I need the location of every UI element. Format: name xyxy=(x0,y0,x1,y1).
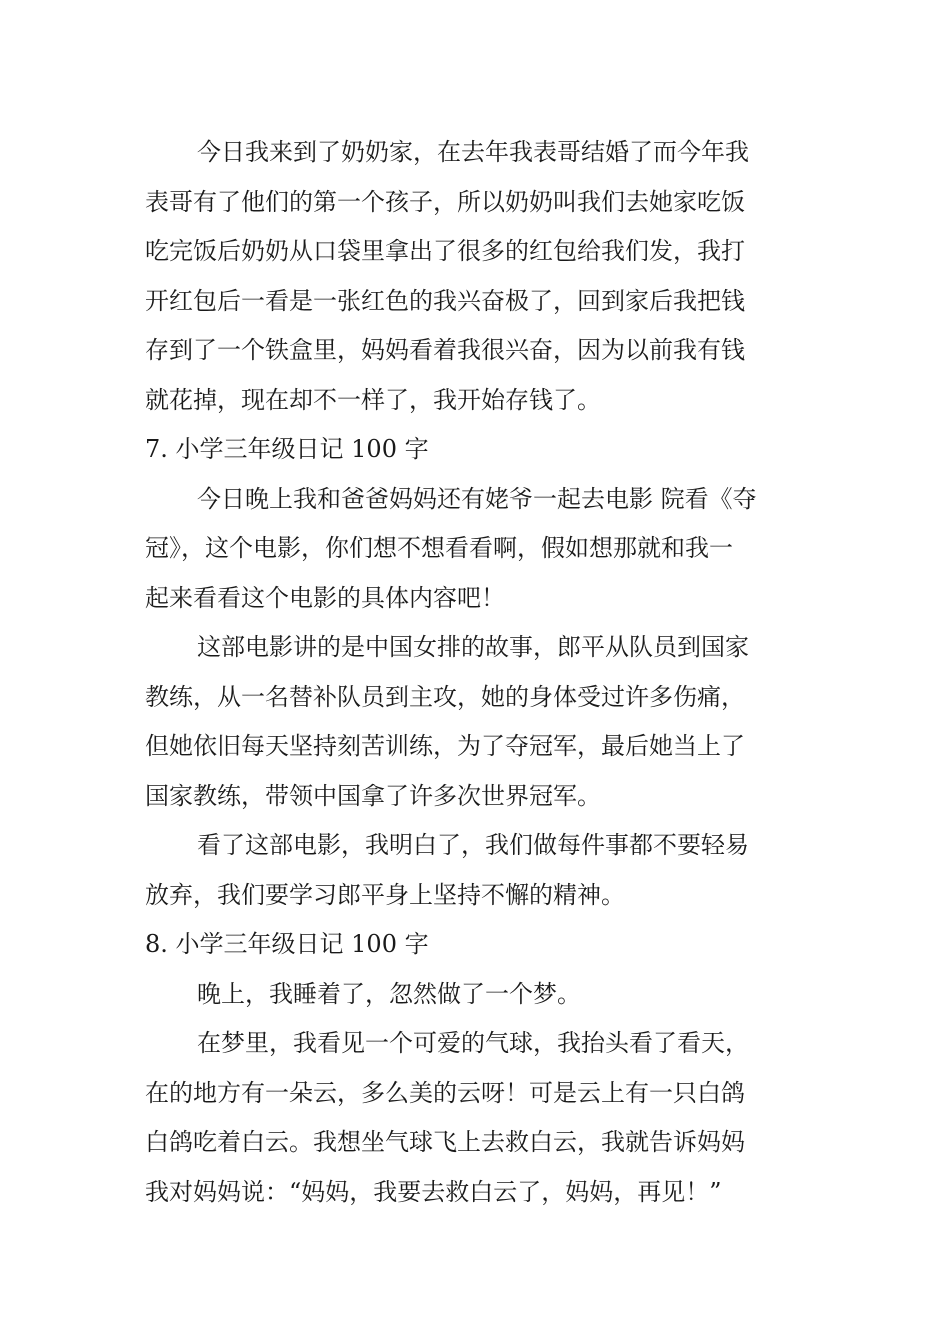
paragraph xyxy=(145,128,810,425)
section-heading: 7. 小学三年级日记 100 字 xyxy=(145,435,429,463)
text-line: 开红包后一看是一张红色的我兴奋极了，回到家后我把钱 xyxy=(145,286,745,315)
text-line: 我对妈妈说：“妈妈，我要去救白云了，妈妈，再见！” xyxy=(145,1177,722,1206)
text-line: 在的地方有一朵云，多么美的云呀！可是云上有一只白鸽 xyxy=(145,1078,745,1107)
paragraph xyxy=(145,970,810,1020)
text-line: 冠》，这个电影，你们想不想看看啊，假如想那就和我一 xyxy=(145,534,733,562)
text-line: 但她依旧每天坚持刻苦训练，为了夺冠军，最后她当上了 xyxy=(145,732,745,760)
paragraph xyxy=(145,475,810,624)
text-line: 看了这部电影，我明白了，我们做每件事都不要轻易 xyxy=(197,831,749,859)
text-line: 放弃，我们要学习郎平身上坚持不懈的精神。 xyxy=(145,880,625,909)
text-line: 表哥有了他们的第一个孩子，所以奶奶叫我们去她家吃饭 xyxy=(145,187,745,216)
document-body xyxy=(145,128,810,1217)
text-line: 白鸽吃着白云。我想坐气球飞上去救白云，我就告诉妈妈 xyxy=(145,1128,745,1156)
text-line: 教练，从一名替补队员到主攻，她的身体受过许多伤痛， xyxy=(145,682,745,711)
text-line: 晚上，我睡着了，忽然做了一个梦。 xyxy=(197,979,581,1008)
paragraph xyxy=(145,623,810,821)
text-line: 就花掉，现在却不一样了，我开始存钱了。 xyxy=(145,385,601,414)
text-line: 存到了一个铁盒里，妈妈看着我很兴奋，因为以前我有钱 xyxy=(145,336,745,364)
paragraph xyxy=(145,821,810,920)
text-line: 这部电影讲的是中国女排的故事，郎平从队员到国家 xyxy=(197,633,749,661)
text-line: 今日我来到了奶奶家，在去年我表哥结婚了而今年我 xyxy=(197,138,749,166)
text-line: 国家教练，带领中国拿了许多次世界冠军。 xyxy=(145,781,601,810)
section-heading: 8. 小学三年级日记 100 字 xyxy=(145,930,429,958)
paragraph xyxy=(145,1019,810,1217)
text-line: 吃完饭后奶奶从口袋里拿出了很多的红包给我们发，我打 xyxy=(145,237,745,265)
text-line: 今日晚上我和爸爸妈妈还有姥爷一起去电影 院看《夺 xyxy=(197,484,757,513)
text-line: 起来看看这个电影的具体内容吧！ xyxy=(145,583,505,612)
text-line: 在梦里，我看见一个可爱的气球，我抬头看了看天， xyxy=(197,1029,749,1057)
